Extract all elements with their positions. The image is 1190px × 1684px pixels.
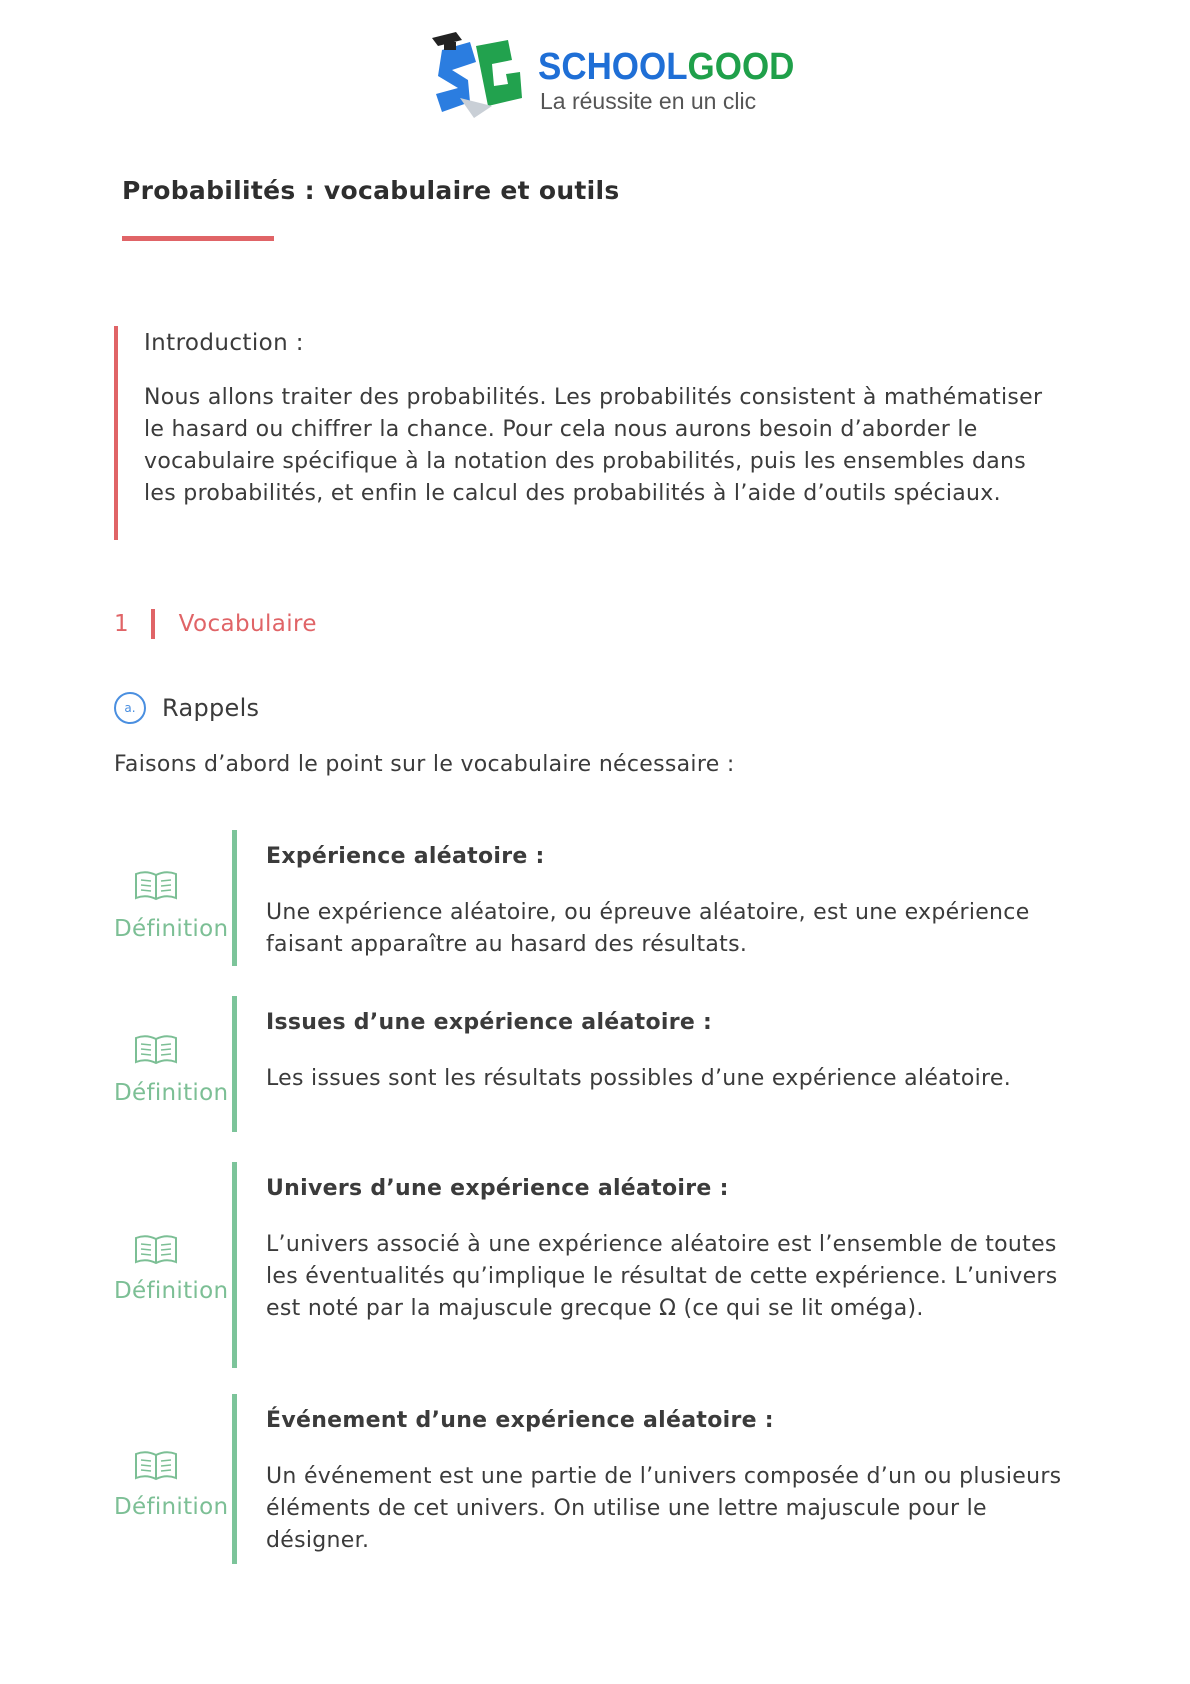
section-title: Vocabulaire [178, 611, 317, 637]
open-book-icon [134, 1232, 178, 1266]
definition-bar [232, 1394, 237, 1564]
intro-block [114, 326, 1064, 540]
definition-text: Les issues sont les résultats possibles d’une expérience aléatoire. [266, 1066, 1012, 1091]
page-title: Probabilités : vocabulaire et outils [122, 176, 620, 205]
definition-label: Définition [114, 1494, 229, 1520]
subsection-heading [114, 692, 259, 724]
definition-bar [232, 1162, 237, 1368]
brand-tagline: La réussite en un clic [540, 88, 757, 114]
definition-block [114, 1162, 1074, 1368]
subsection-title: Rappels [162, 694, 260, 722]
definition-block [114, 830, 1074, 966]
brand-logo [430, 32, 795, 132]
definition-block [114, 996, 1074, 1132]
subsection-marker: a. [114, 692, 146, 724]
definition-title: Issues d’une expérience aléatoire : [266, 1010, 713, 1035]
section-divider [151, 609, 155, 639]
open-book-icon [134, 1448, 178, 1482]
definition-title: Expérience aléatoire : [266, 844, 545, 869]
brand-name: SCHOOLGOOD [538, 46, 795, 88]
lead-text: Faisons d’abord le point sur le vocabulaire nécessaire : [114, 752, 735, 777]
definition-text: Un événement est une partie de l’univers composée d’un ou plusieurs éléments de cet univers. On utilise une lettre majuscule pour le désigner. [266, 1464, 1062, 1553]
sg-logo-icon [430, 32, 530, 122]
open-book-icon [134, 1032, 178, 1066]
definition-label: Définition [114, 1080, 229, 1106]
definition-title: Univers d’une expérience aléatoire : [266, 1176, 729, 1201]
definition-bar [232, 830, 237, 966]
title-underline [122, 236, 274, 241]
definition-label: Définition [114, 916, 229, 942]
open-book-icon [134, 868, 178, 902]
section-number: 1 [114, 611, 129, 637]
definition-text: L’univers associé à une expérience aléatoire est l’ensemble de toutes les éventualités qu’implique le résultat de cette expérience. L’univers est noté par la majuscule grecque Ω (ce qui se lit oméga). [266, 1232, 1058, 1321]
definition-label: Définition [114, 1278, 229, 1304]
definition-block [114, 1394, 1074, 1564]
definition-text: Une expérience aléatoire, ou épreuve aléatoire, est une expérience faisant apparaître au hasard des résultats. [266, 900, 1030, 957]
intro-text: Nous allons traiter des probabilités. Les probabilités consistent à mathématiser le hasard ou chiffrer la chance. Pour cela nous aurons besoin d’aborder le vocabulaire spécifique à la notation des probabilités, puis les ensembles dans les probabilités, et enfin le calcul des probabilités à l’aide d’outils spéciaux. [144, 385, 1043, 506]
section-heading [114, 606, 317, 642]
intro-label: Introduction : [144, 330, 304, 356]
definition-title: Événement d’une expérience aléatoire : [266, 1408, 774, 1433]
definition-bar [232, 996, 237, 1132]
